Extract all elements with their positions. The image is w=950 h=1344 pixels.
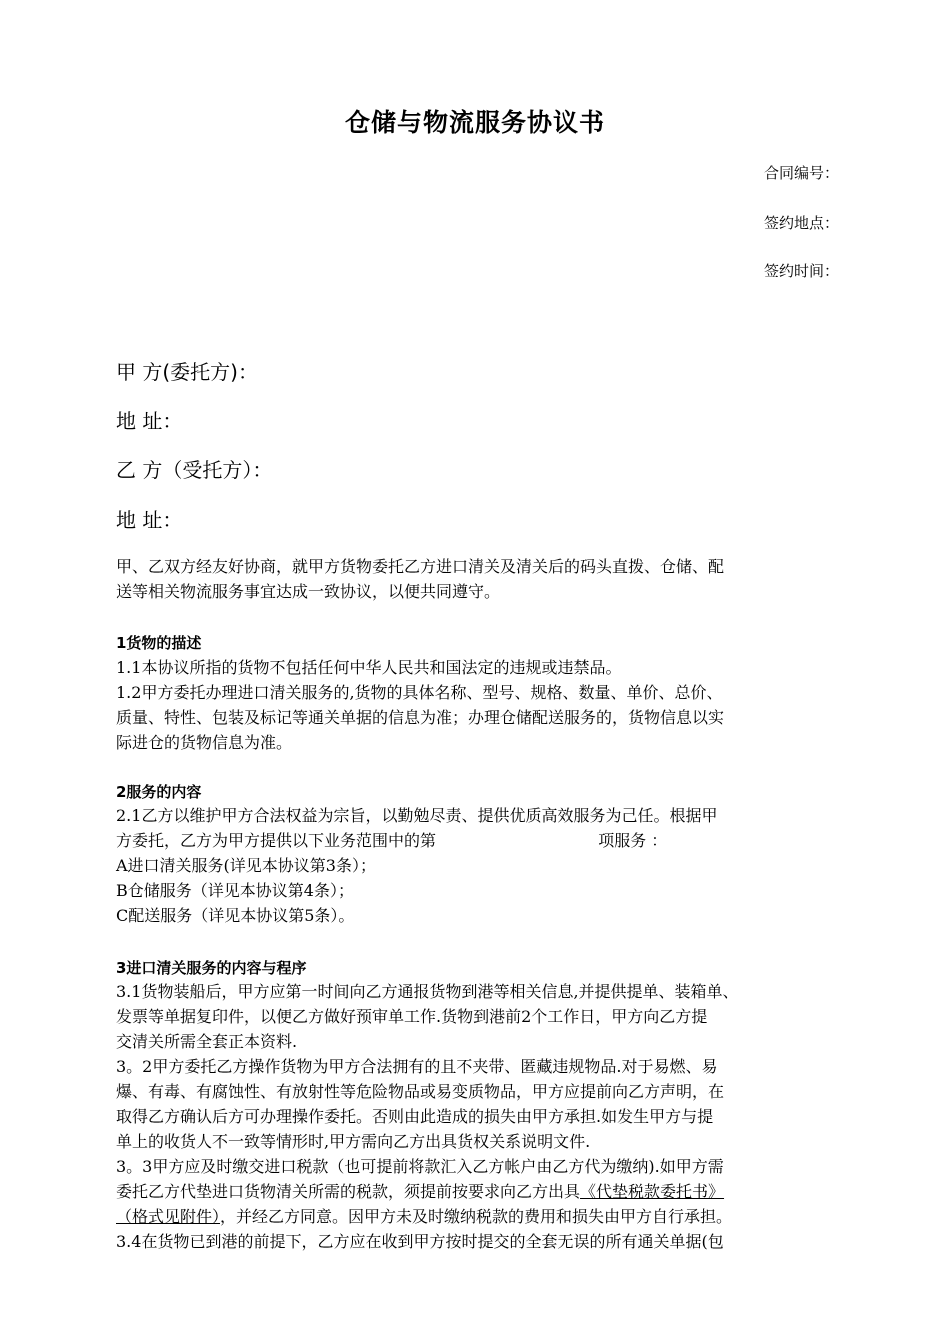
document-title: 仓储与物流服务协议书 <box>344 108 605 137</box>
section-3-line: 3.4在货物已到港的前提下，乙方应在收到甲方按时提交的全套无误的所有通关单据(包 <box>116 1232 724 1251</box>
party-b-label: 乙 方（受托方）： <box>116 458 273 482</box>
tax-advance-letter-ref: 《代垫税款委托书》 <box>580 1182 725 1201</box>
service-item-a: A进口清关服务(详见本协议第3条）； <box>116 856 376 875</box>
section-3-line <box>116 1181 724 1203</box>
party-a-address-label: 地 址： <box>116 409 183 433</box>
intro-line: 甲、乙双方经友好协商，就甲方货物委托乙方进口清关及清关后的码头直拨、仓储、配 <box>116 557 725 576</box>
section-1-line: 质量、特性、包装及标记等通关单据的信息为准；办理仓储配送服务的，货物信息以实 <box>116 708 725 727</box>
section-3-line: 3。2甲方委托乙方操作货物为甲方合法拥有的且不夹带、匿藏违规物品.对于易燃、易 <box>116 1057 718 1076</box>
section-3-line: 爆、有毒、有腐蚀性、有放射性等危险物品或易变质物品，甲方应提前向乙方声明，在 <box>116 1082 725 1101</box>
party-b-address-label: 地 址： <box>116 508 183 532</box>
section-3-line <box>116 1206 732 1228</box>
section-3-line: 取得乙方确认后方可办理操作委托。否则由此造成的损失由甲方承担.如发生甲方与提 <box>116 1107 714 1126</box>
tax-advance-consent-text: ，并经乙方同意。因甲方未及时缴纳税款的费用和损失由甲方自行承担。 <box>220 1207 733 1226</box>
section-3-line: 发票等单据复印件，以便乙方做好预审单工作.货物到港前2个工作日，甲方向乙方提 <box>116 1007 708 1026</box>
section-3-line: 单上的收货人不一致等情形时,甲方需向乙方出具货权关系说明文件. <box>116 1132 591 1151</box>
format-attachment-ref: （格式见附件） <box>116 1207 221 1226</box>
service-scope-suffix: 项服务 ： <box>598 831 668 850</box>
section-1-line: 1.2甲方委托办理进口清关服务的,货物的具体名称、型号、规格、数量、单价、总价、 <box>116 683 723 702</box>
section-2-line <box>116 830 667 852</box>
section-3-line: 3。3甲方应及时缴交进口税款（也可提前将款汇入乙方帐户由乙方代为缴纳).如甲方需 <box>116 1157 724 1176</box>
section-1-heading: 1货物的描述 <box>116 634 202 652</box>
tax-advance-text: 委托乙方代垫进口货物清关所需的税款，须提前按要求向乙方出具 <box>116 1182 581 1201</box>
sign-time-label: 签约时间： <box>764 262 840 280</box>
section-3-line: 交清关所需全套正本资料. <box>116 1032 298 1051</box>
section-2-heading: 2服务的内容 <box>116 783 202 801</box>
section-2-line: 2.1乙方以维护甲方合法权益为宗旨，以勤勉尽责、提供优质高效服务为己任。根据甲 <box>116 806 718 825</box>
contract-number-label: 合同编号： <box>764 164 840 182</box>
intro-line: 送等相关物流服务事宜达成一致协议，以便共同遵守。 <box>116 582 501 601</box>
section-3-line: 3.1货物装船后，甲方应第一时间向乙方通报货物到港等相关信息,并提供提单、装箱单、 <box>116 982 739 1001</box>
section-1-line: 际进仓的货物信息为准。 <box>116 733 293 752</box>
sign-place-label: 签约地点： <box>764 214 840 232</box>
section-3-heading: 3进口清关服务的内容与程序 <box>116 959 307 977</box>
party-a-label: 甲 方(委托方)： <box>116 360 258 384</box>
service-item-c: C配送服务（详见本协议第5条）。 <box>116 906 355 925</box>
service-item-b: B仓储服务（详见本协议第4条）； <box>116 881 354 900</box>
section-1-line: 1.1本协议所指的货物不包括任何中华人民共和国法定的违规或违禁品。 <box>116 658 622 677</box>
service-scope-text: 方委托，乙方为甲方提供以下业务范围中的第 <box>116 831 437 850</box>
